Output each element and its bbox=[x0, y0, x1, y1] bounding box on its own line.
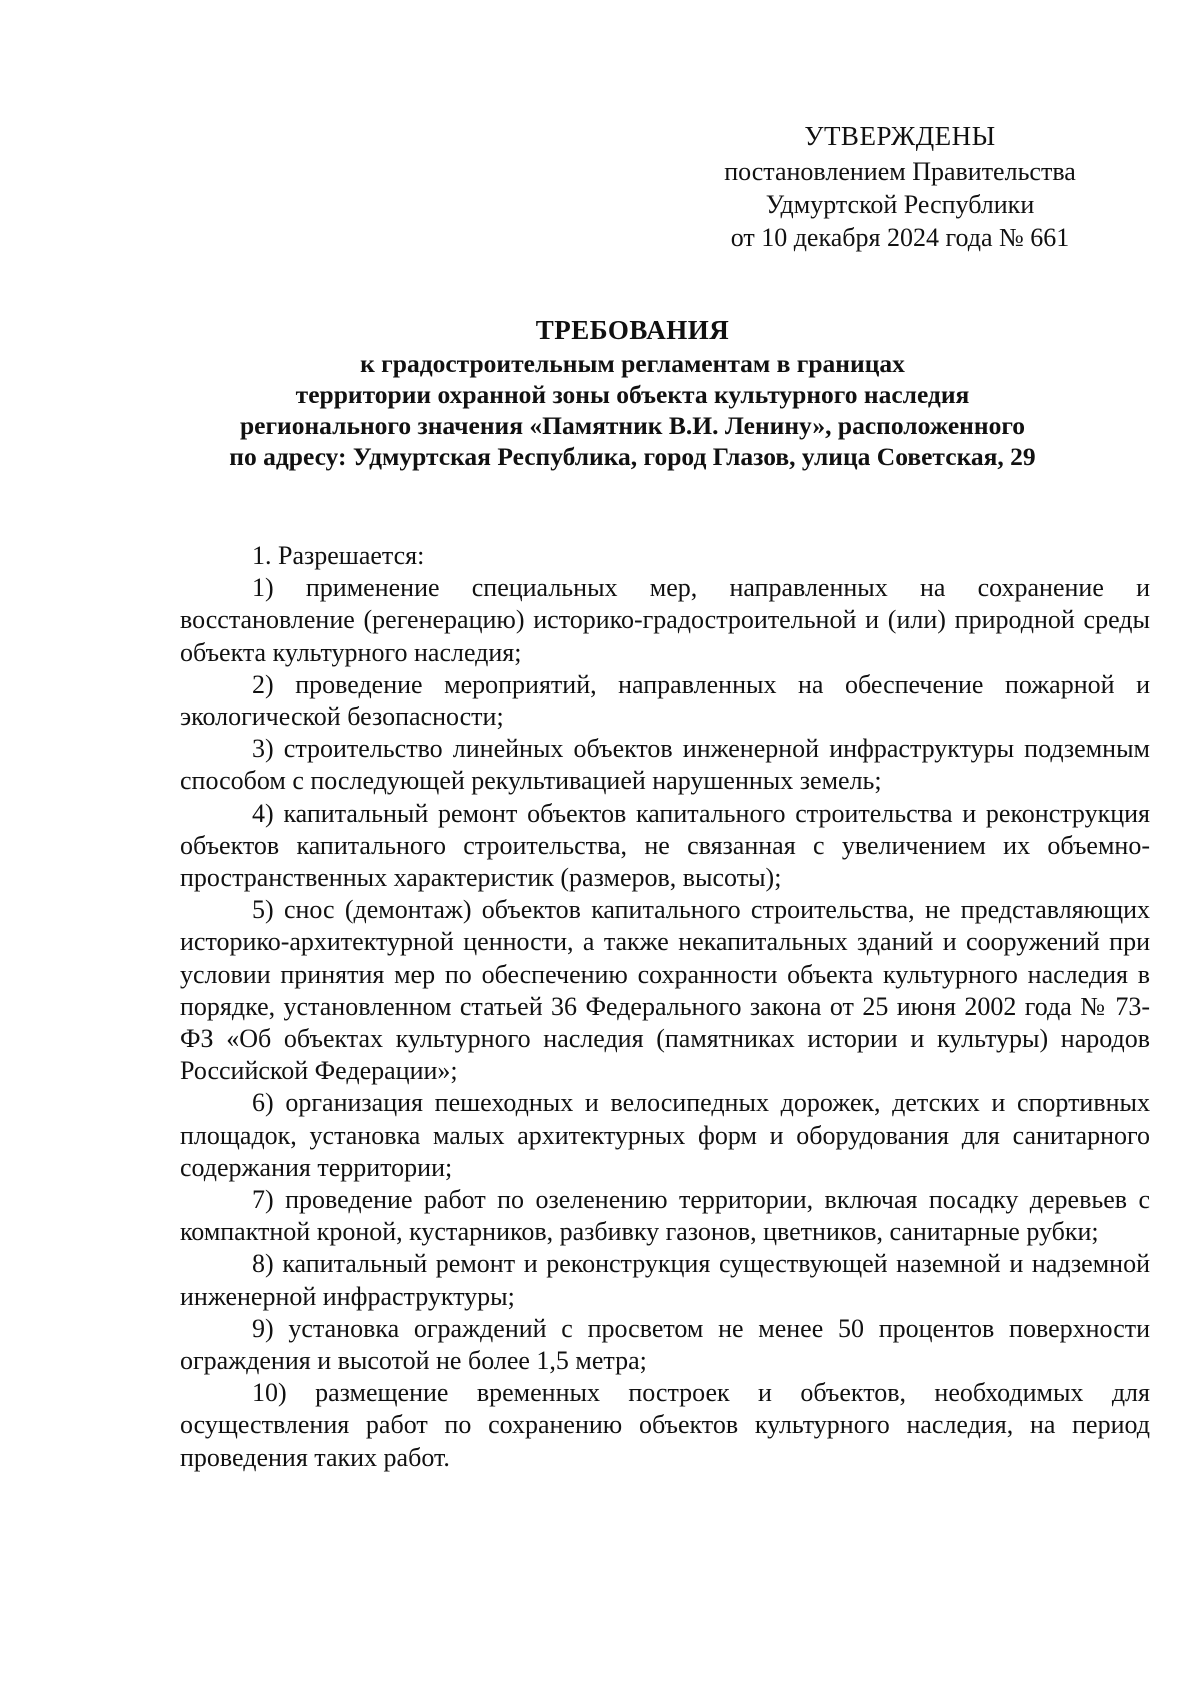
item-number: 10) bbox=[252, 1378, 287, 1408]
document-title-block bbox=[160, 312, 1105, 472]
item-text: капитальный ремонт и реконструкция существующей наземной и надземной инженерной инфраструктуры; bbox=[180, 1249, 1151, 1311]
list-item bbox=[180, 1248, 1150, 1312]
approval-heading: УТВЕРЖДЕНЫ bbox=[804, 121, 996, 151]
item-text: снос (демонтаж) объектов капитального строительства, не представляющих историко-архитектурной ценности, а также некапитальных зданий и сооружений при условии принятия мер по обеспечению сохранности объекта культурного наследия в порядке, установленном статьей 36 Федерального закона от 25 июня 2002 года № 73-ФЗ «Об объектах культурного наследия (памятниках истории и культуры) народов Российской Федерации»; bbox=[180, 895, 1150, 1086]
item-number: 6) bbox=[252, 1088, 274, 1118]
item-number: 1) bbox=[252, 573, 274, 603]
section-heading: 1. Разрешается: bbox=[252, 541, 425, 570]
item-text: установка ограждений с просветом не менее 50 процентов поверхности ограждения и высотой не более 1,5 метра; bbox=[180, 1313, 1151, 1376]
item-number: 3) bbox=[252, 734, 274, 764]
item-text: капитальный ремонт объектов капитального строительства и реконструкция объектов капитального строительства, не связанная с увеличением их объемно-пространственных характеристик (размеров, высоты); bbox=[180, 798, 1150, 893]
item-text: проведение работ по озеленению территории, включая посадку деревьев с компактной кроной, кустарников, разбивку газонов, цветников, санитарные рубки; bbox=[180, 1185, 1150, 1247]
item-text: применение специальных мер, направленных на сохранение и восстановление (регенерацию) историко-градостроительной и (или) природной среды объекта культурного наследия; bbox=[180, 573, 1150, 667]
list-item bbox=[180, 1087, 1150, 1184]
item-number: 2) bbox=[252, 669, 274, 699]
document-body bbox=[180, 540, 1150, 1474]
item-number: 9) bbox=[252, 1313, 274, 1343]
list-item bbox=[180, 733, 1150, 797]
list-item bbox=[180, 1184, 1150, 1248]
approval-line-3: от 10 декабря 2024 года № 661 bbox=[730, 223, 1070, 252]
list-item bbox=[180, 572, 1150, 669]
item-text: строительство линейных объектов инженерной инфраструктуры подземным способом с последующей рекультивацией нарушенных земель; bbox=[180, 734, 1150, 796]
approval-stamp-block bbox=[700, 120, 1100, 254]
list-item bbox=[180, 894, 1150, 1087]
list-item bbox=[180, 1377, 1150, 1474]
document-subtitle-line-1: к градостроительным регламентам в границах bbox=[360, 349, 905, 378]
item-number: 7) bbox=[252, 1185, 274, 1215]
document-title: ТРЕБОВАНИЯ bbox=[535, 315, 730, 345]
list-item bbox=[180, 798, 1150, 895]
list-item bbox=[180, 1313, 1150, 1377]
item-text: организация пешеходных и велосипедных дорожек, детских и спортивных площадок, установка малых архитектурных форм и оборудования для санитарного содержания территории; bbox=[180, 1088, 1151, 1182]
item-number: 8) bbox=[252, 1249, 274, 1279]
approval-line-1: постановлением Правительства bbox=[724, 157, 1076, 186]
item-text: размещение временных построек и объектов, необходимых для осуществления работ по сохранению объектов культурного наследия, на период проведения таких работ. bbox=[180, 1378, 1150, 1472]
item-number: 5) bbox=[252, 895, 274, 925]
list-item bbox=[180, 669, 1150, 733]
item-text: проведение мероприятий, направленных на обеспечение пожарной и экологической безопасности; bbox=[180, 669, 1150, 732]
document-subtitle-line-3: регионального значения «Памятник В.И. Ленину», расположенного bbox=[239, 411, 1026, 440]
item-number: 4) bbox=[252, 798, 274, 828]
document-subtitle-line-2: территории охранной зоны объекта культурного наследия bbox=[295, 380, 970, 409]
approval-line-2: Удмуртской Республики bbox=[765, 190, 1035, 219]
document-subtitle-line-4: по адресу: Удмуртская Республика, город Глазов, улица Советская, 29 bbox=[229, 442, 1036, 471]
